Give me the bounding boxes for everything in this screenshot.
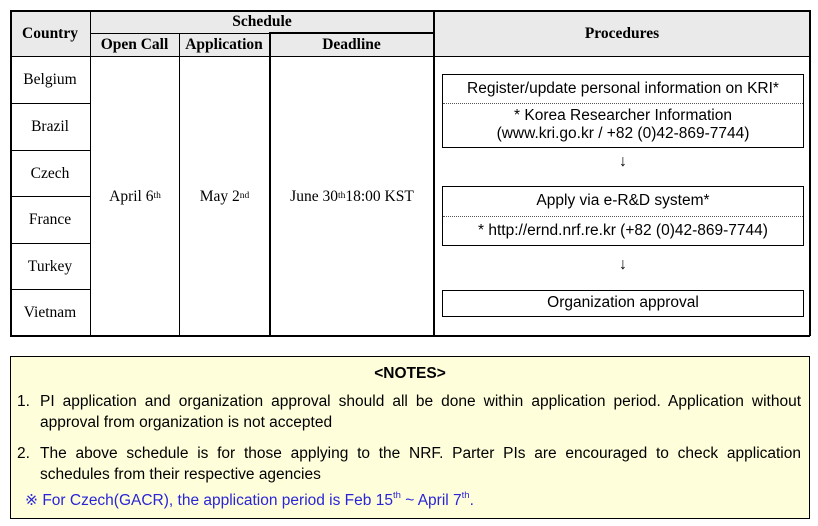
country-vietnam: Vietnam	[23, 303, 77, 321]
header-open-call: Open Call	[100, 36, 169, 53]
reference-mark-icon: ※	[25, 492, 38, 509]
header-country: Country	[22, 24, 78, 42]
step-erd-note: * http://ernd.nrf.re.kr (+82 (0)42-869-7744)	[478, 222, 768, 239]
czech-remark: ※ For Czech(GACR), the application period is Feb 15th ~ April 7th.	[25, 489, 474, 509]
country-france: France	[28, 211, 72, 228]
country-turkey: Turkey	[27, 257, 73, 275]
down-arrow-icon: ↓	[619, 153, 627, 170]
header-procedures: Procedures	[584, 24, 660, 42]
notes-title: <NOTES>	[374, 365, 446, 382]
header-application: Application	[185, 36, 263, 53]
open-call-date: April 6 $^{th}$	[109, 188, 161, 205]
procedure-step-approval	[442, 290, 804, 317]
application-date: May 2 $^{nd}$	[199, 188, 250, 205]
step-kri-title: Register/update personal information on KRI*	[467, 80, 779, 97]
country-brazil: Brazil	[31, 118, 69, 135]
country-czech: Czech	[30, 164, 70, 182]
note-item-2: 2. The above schedule is for those applying to the NRF. Parter PIs are encouraged to check application schedules from their respective agencies	[17, 445, 801, 483]
step-kri-note-line2: (www.kri.go.kr / +82 (0)42-869-7744)	[496, 125, 750, 142]
header-schedule: Schedule	[232, 12, 292, 30]
schedule-table	[10, 10, 810, 336]
step-erd-title: Apply via e-R&D system*	[536, 192, 710, 209]
country-belgium: Belgium	[23, 71, 77, 88]
down-arrow-icon: ↓	[619, 256, 627, 273]
step-kri-note-line1: * Korea Researcher Information	[514, 107, 732, 124]
note-item-1: 1. PI application and organization approval should all be done within application period. Application without approval from organization is not accepted	[17, 393, 801, 431]
notes-box	[10, 356, 810, 519]
procedure-step-erd	[442, 186, 804, 246]
step-approval-title: Organization approval	[547, 294, 699, 311]
procedure-step-kri	[442, 74, 804, 148]
header-deadline: Deadline	[322, 36, 381, 53]
deadline-date: June 30 $^{th}$ 18:00 KST	[290, 188, 414, 205]
